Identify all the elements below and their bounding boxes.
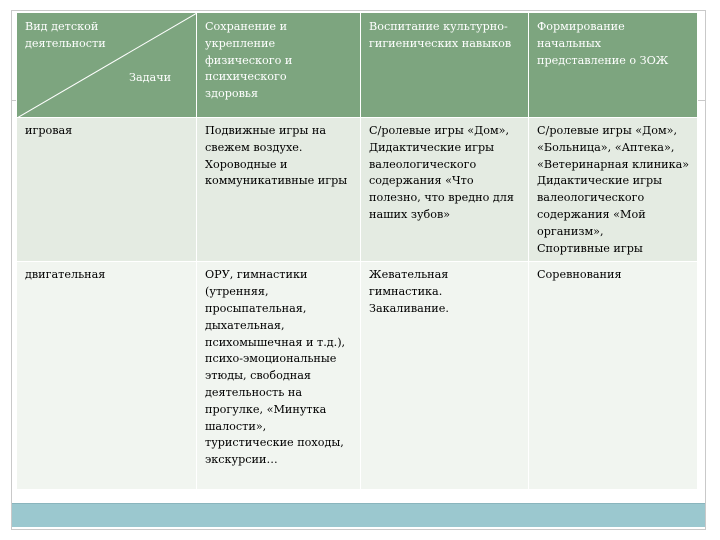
header-healthy-lifestyle: Формирование начальных представление о ЗОЖ <box>529 13 698 118</box>
activity-cell: двигательная <box>17 262 197 490</box>
activity-type-label: Вид детской деятельности <box>25 20 106 50</box>
tasks-label: Задачи <box>129 71 172 84</box>
table-cell: С/ролевые игры «Дом», Дидактические игры валеологического содержания «Что полезно, что вредно для наших зубов» <box>361 118 529 262</box>
health-activities-table <box>16 12 698 490</box>
bottom-band <box>12 503 705 527</box>
header-hygiene: Воспитание культурно- гигиенических навыков <box>361 13 529 118</box>
table-cell: Подвижные игры на свежем воздухе. Хороводные и коммуникативные игры <box>197 118 361 262</box>
table-cell: С/ролевые игры «Дом», «Больница», «Аптека», «Ветеринарная клиника» Дидактические игры валеологического содержания «Мой организм», Спортивные игры <box>529 118 698 262</box>
table-cell: Жевательная гимнастика. Закаливание. <box>361 262 529 490</box>
header-health: Сохранение и укрепление физического и психического здоровья <box>197 13 361 118</box>
header-row <box>17 13 698 118</box>
table-row <box>17 118 698 262</box>
table-cell: Соревнования <box>529 262 698 490</box>
activity-cell: игровая <box>17 118 197 262</box>
table-row <box>17 262 698 490</box>
table-cell: ОРУ, гимнастики (утренняя, просыпательная, дыхательная, психомышечная и т.д.), психо-эмоциональные этюды, свободная деятельность на прогулке, «Минутка шалости», туристические походы, экскурсии… <box>197 262 361 490</box>
corner-header-cell <box>17 13 197 118</box>
